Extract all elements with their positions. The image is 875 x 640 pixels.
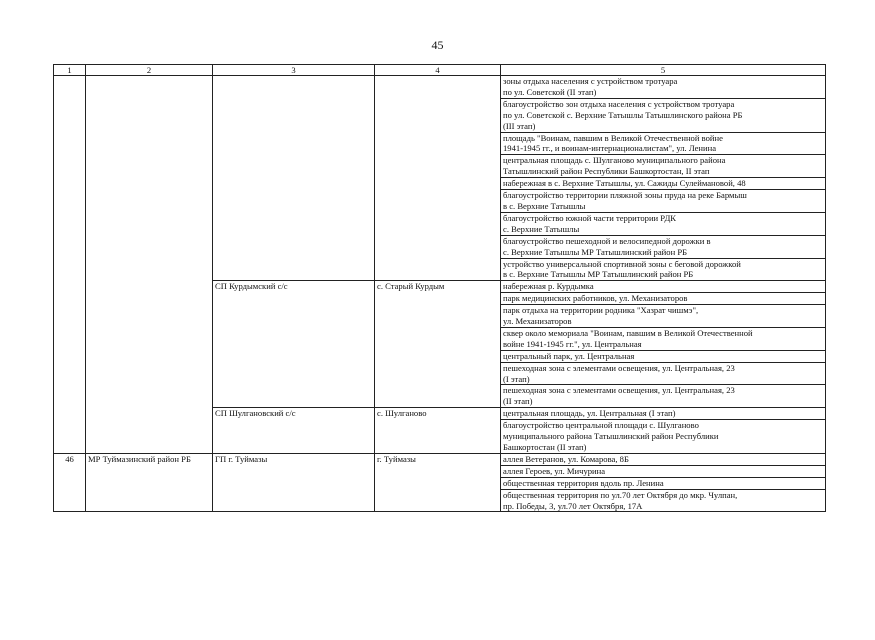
row-number [54,76,86,454]
object-line: площадь "Воинам, павшим в Великой Отечественной войне [503,132,723,143]
object-cell [501,293,826,305]
locality-cell: с. Шулганово [375,408,501,454]
object-line: с. Верхние Татышлы [503,223,580,234]
object-line: (I этап) [503,373,530,384]
header-row [54,65,826,76]
object-line: ул. Механизаторов [503,316,572,327]
object-line: зоны отдыха населения с устройством тротуара [503,76,678,86]
object-line: по ул. Советской (II этап) [503,86,597,97]
object-line: с. Верхние Татышлы МР Татышлинский район РБ [503,246,688,257]
object-cell [501,362,826,385]
locality-cell [375,76,501,281]
object-line: благоустройство территории пляжной зоны пруда на реке Бармыш [503,190,747,201]
column-header-2: 2 [86,65,213,76]
settlement-table [53,64,826,512]
object-line: общественная территория по ул.70 лет Октября до мкр. Чулпан, [503,489,738,500]
object-line: аллея Ветеранов, ул. Комарова, 8Б [503,453,629,464]
column-header-4: 4 [375,65,501,76]
object-line: набережная р. Курдымка [503,281,594,292]
table-row [54,76,826,99]
object-line: Башкортостан (II этап) [503,442,587,452]
object-line: 1941-1945 гг., и воинам-интернационалистам", ул. Ленина [503,143,717,154]
object-line: парк отдыха на территории родника "Хазрат чишмэ", [503,305,699,316]
object-line: пр. Победы, 3, ул.70 лет Октября, 17А [503,500,643,511]
object-line: пешеходная зона с элементами освещения, ул. Центральная, 23 [503,362,735,373]
object-line: сквер около мемориала "Воинам, павшим в Великой Отечественной [503,327,753,338]
object-cell [501,235,826,258]
object-cell [501,76,826,99]
object-line: устройство универсальной спортивной зоны с беговой дорожкой [503,258,741,269]
object-cell [501,327,826,350]
object-cell [501,258,826,281]
column-header-1: 1 [54,65,86,76]
object-line: благоустройство южной части территории РДК [503,212,677,223]
object-cell [501,212,826,235]
object-line: благоустройство зон отдыха населения с устройством тротуара [503,98,735,109]
page-number: 45 [431,38,444,52]
object-cell [501,98,826,132]
object-line: Татышлинский район Республики Башкортостан, II этап [503,166,710,177]
object-line: благоустройство пешеходной и велосипедной дорожки в [503,235,711,246]
object-cell [501,305,826,328]
column-header-5: 5 [501,65,826,76]
object-line: (III этап) [503,120,536,131]
object-line: центральный парк, ул. Центральная [503,350,635,361]
settlement-cell: ГП г. Туймазы [213,453,375,512]
object-line: по ул. Советской с. Верхние Татышлы Татышлинского района РБ [503,109,743,120]
table-row [54,453,826,465]
object-cell [501,385,826,408]
object-cell [501,477,826,489]
object-line: центральная площадь, ул. Центральная (I этап) [503,408,676,419]
row-number: 46 [54,453,86,512]
object-line: (II этап) [503,396,533,407]
district-cell: МР Туймазинский район РБ [86,453,213,512]
column-header-3: 3 [213,65,375,76]
object-cell [501,489,826,512]
object-line: набережная в с. Верхние Татышлы, ул. Сажиды Сулеймановой, 48 [503,178,746,189]
object-line: парк медицинских работников, ул. Механизаторов [503,293,688,304]
object-cell [501,281,826,293]
object-line: в с. Верхние Татышлы МР Татышлинский район РБ [503,269,694,280]
object-cell [501,132,826,155]
object-line: аллея Героев, ул. Мичурина [503,465,606,476]
object-line: войне 1941-1945 гг.", ул. Центральная [503,338,642,349]
object-cell [501,408,826,420]
object-line: общественная территория вдоль пр. Ленина [503,477,664,488]
object-cell [501,190,826,213]
object-cell [501,350,826,362]
object-cell [501,453,826,465]
object-cell [501,465,826,477]
object-cell [501,178,826,190]
object-line: центральная площадь с. Шулганово муниципального района [503,155,726,166]
object-line: пешеходная зона с элементами освещения, ул. Центральная, 23 [503,385,735,396]
settlement-cell [213,76,375,281]
object-line: муниципального района Татышлинский район Республики [503,431,719,442]
locality-cell: с. Старый Курдым [375,281,501,408]
object-cell [501,420,826,454]
locality-cell: г. Туймазы [375,453,501,512]
object-line: благоустройство центральной площади с. Шулганово [503,420,699,431]
settlement-cell: СП Курдымский с/с [213,281,375,408]
object-line: в с. Верхние Татышлы [503,200,586,211]
settlement-cell: СП Шулгановский с/с [213,408,375,454]
district-cell [86,76,213,454]
object-cell [501,155,826,178]
